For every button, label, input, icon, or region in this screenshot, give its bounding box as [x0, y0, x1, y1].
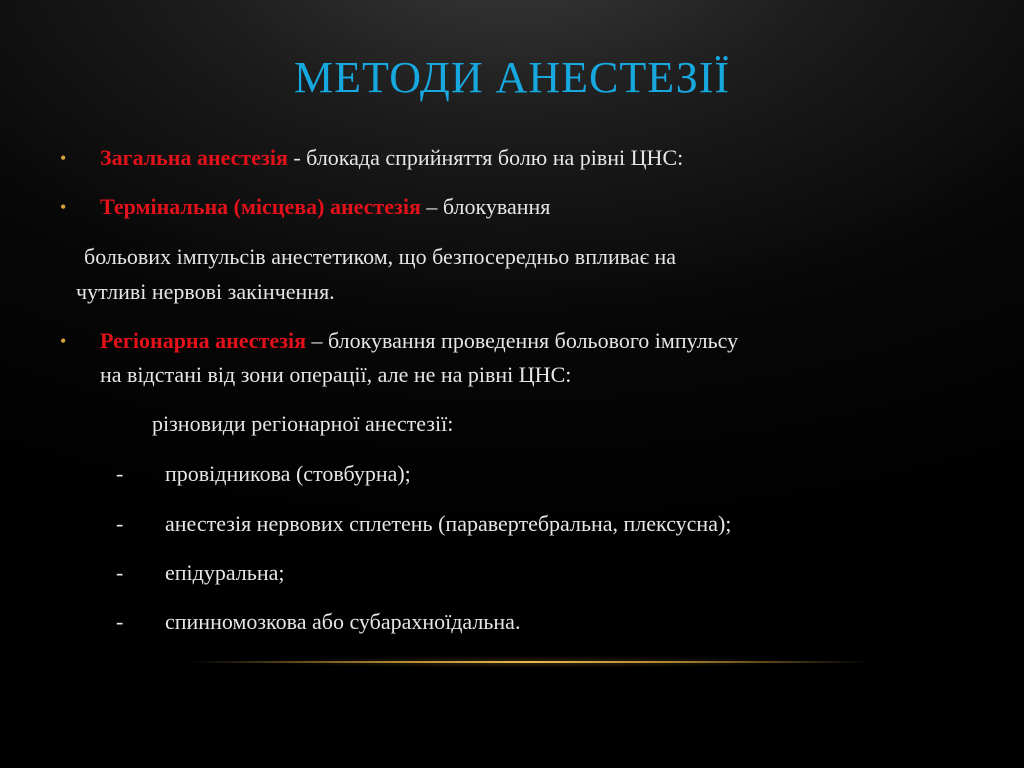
subitem-epidural: епідуральна; [165, 560, 285, 585]
terminal-continuation-2: чутливі нервові закінчення. [76, 279, 335, 304]
bullet-marker: • [60, 331, 67, 351]
regional-continuation: на відстані від зони операції, але не на рівні ЦНС: [100, 362, 572, 387]
dash-marker: - [116, 511, 124, 536]
subitem-conduction: провідникова (стовбурна); [165, 461, 411, 486]
slide-title: МЕТОДИ АНЕСТЕЗІЇ [293, 53, 731, 102]
term-terminal-anesthesia: Термінальна (місцева) анестезія [100, 194, 421, 219]
dash-marker: - [116, 560, 124, 585]
divider-line [190, 661, 870, 663]
definition-general: - блокада сприйняття болю на рівні ЦНС: [287, 145, 684, 170]
subheading-regional-types: різновиди регіонарної анестезії: [152, 411, 454, 436]
terminal-continuation-1: больових імпульсів анестетиком, що безпосередньо впливає на [84, 244, 677, 269]
definition-terminal: – блокування [420, 194, 551, 219]
list-item-general [100, 143, 683, 173]
subitem-spinal: спинномозкова або субарахноїдальна. [165, 609, 521, 634]
bullet-marker: • [60, 197, 67, 217]
definition-regional: – блокування проведення больового імпульсу [306, 328, 739, 353]
term-general-anesthesia: Загальна анестезія [100, 145, 288, 170]
bullet-marker: • [60, 148, 67, 168]
dash-marker: - [116, 461, 124, 486]
list-item-regional [100, 326, 738, 356]
subitem-plexus: анестезія нервових сплетень (паравертебральна, плексусна); [165, 511, 732, 536]
dash-marker: - [116, 609, 124, 634]
term-regional-anesthesia: Регіонарна анестезія [100, 328, 307, 353]
list-item-terminal [100, 192, 550, 222]
